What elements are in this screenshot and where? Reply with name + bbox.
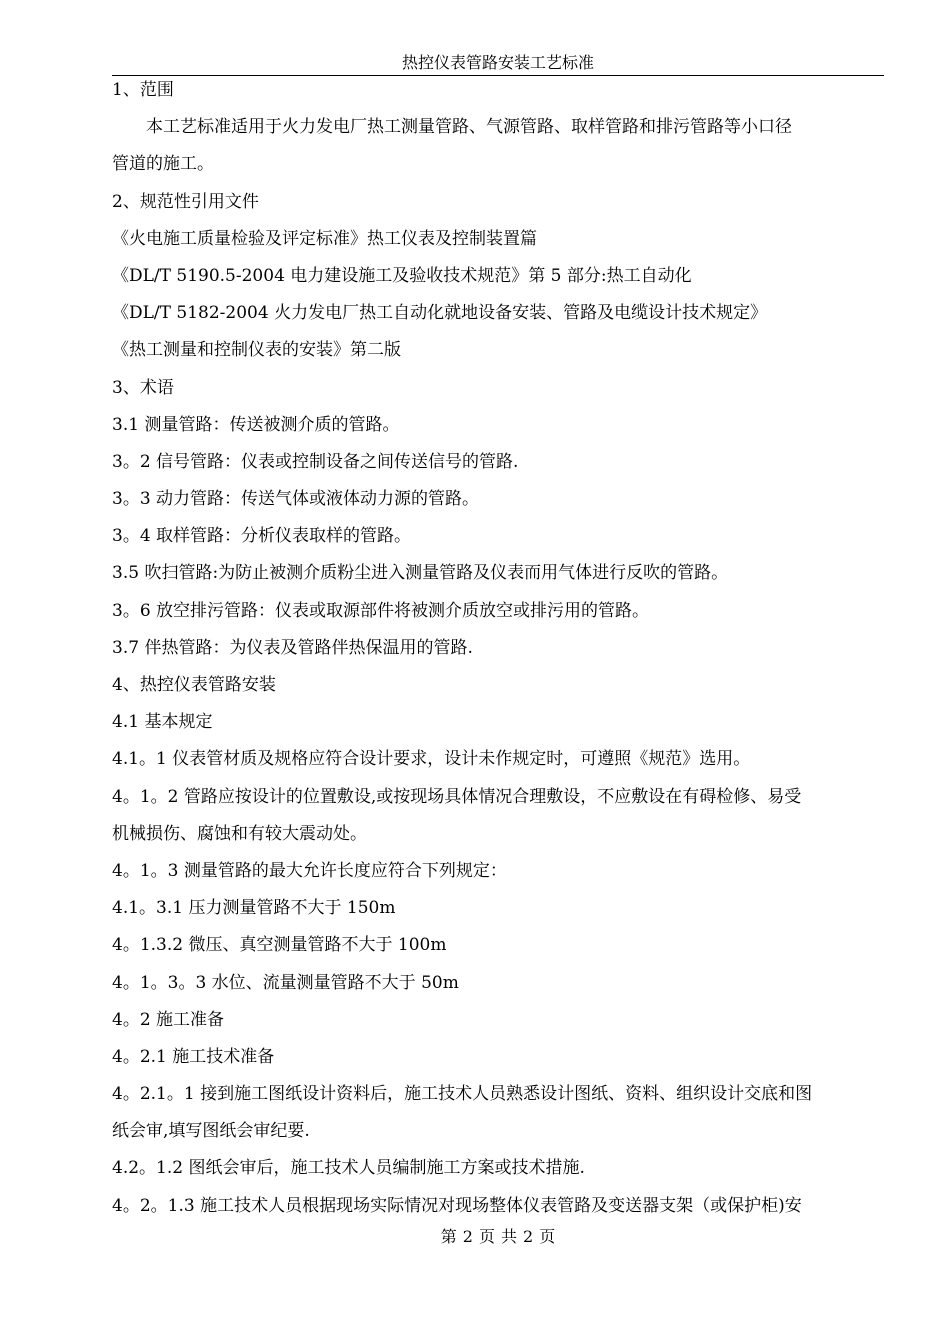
document-line: 4。1.3.2 微压、真空测量管路不大于 100m [112,935,447,956]
document-line: 1、范围 [112,80,174,100]
document-line: 3.5 吹扫管路:为防止被测介质粉尘进入测量管路及仪表而用气体进行反吹的管路。 [112,563,729,584]
document-line: 4。2。1.3 施工技术人员根据现场实际情况对现场整体仪表管路及变送器支架（或保护柜)安 [112,1195,802,1216]
document-line: 3。3 动力管路：传送气体或液体动力源的管路。 [112,489,480,510]
document-line: 《火电施工质量检验及评定标准》热工仪表及控制装置篇 [112,228,537,249]
document-line: 4。1。3。3 水位、流量测量管路不大于 50m [112,972,459,993]
document-line: 4。1。2 管路应按设计的位置敷设,或按现场具体情况合理敷设，不应敷设在有碍检修、易受 [112,786,802,807]
page-footer [112,1226,884,1248]
document-line: 本工艺标准适用于火力发电厂热工测量管路、气源管路、取样管路和排污管路等小口径 [146,117,792,138]
document-line: 3。6 放空排污管路：仪表或取源部件将被测介质放空或排污用的管路。 [112,600,650,621]
document-line: 4。2 施工准备 [112,1009,225,1030]
document-line: 4。2.1。1 接到施工图纸设计资料后，施工技术人员熟悉设计图纸、资料、组织设计交底和图 [112,1084,813,1105]
footer-current-page: 2 [462,1227,473,1246]
document-body [112,72,887,1225]
document-line: 4.1 基本规定 [112,712,213,733]
document-line: 3.1 测量管路：传送被测介质的管路。 [112,414,400,435]
document-line: 4。2.1 施工技术准备 [112,1046,275,1067]
page-header: 热控仪表管路安装工艺标准 [401,53,594,72]
document-line: 《DL/T 5190.5-2004 电力建设施工及验收技术规范》第 5 部分:热工自动化 [112,265,692,286]
document-line: 《热工测量和控制仪表的安装》第二版 [112,340,401,361]
document-line: 3。4 取样管路：分析仪表取样的管路。 [112,526,412,547]
document-line: 4.1。3.1 压力测量管路不大于 150m [112,898,396,919]
document-line: 4、热控仪表管路安装 [112,675,276,695]
document-line: 2、规范性引用文件 [112,191,259,212]
footer-total-pages: 2 [523,1227,534,1246]
document-line: 机械损伤、腐蚀和有较大震动处。 [112,823,367,844]
document-line: 管道的施工。 [112,154,214,175]
document-line: 纸会审,填写图纸会审纪要. [112,1121,310,1142]
footer-prefix: 第 [440,1227,457,1246]
document-line: 3。2 信号管路：仪表或控制设备之间传送信号的管路. [112,451,519,472]
document-line: 4。1。3 测量管路的最大允许长度应符合下列规定： [112,860,507,881]
document-line: 4.1。1 仪表管材质及规格应符合设计要求，设计未作规定时，可遵照《规范》选用。 [112,749,751,770]
footer-page-word: 页 [478,1227,495,1246]
document-line: 3.7 伴热管路：为仪表及管路伴热保温用的管路. [112,637,473,658]
document-line: 4.2。1.2 图纸会审后，施工技术人员编制施工方案或技术措施. [112,1158,585,1179]
footer-total-word: 共 [501,1227,518,1246]
document-line: 3、术语 [112,377,174,398]
document-line: 《DL/T 5182-2004 火力发电厂热工自动化就地设备安装、管路及电缆设计技术规定》 [112,303,768,324]
footer-suffix: 页 [539,1227,556,1246]
